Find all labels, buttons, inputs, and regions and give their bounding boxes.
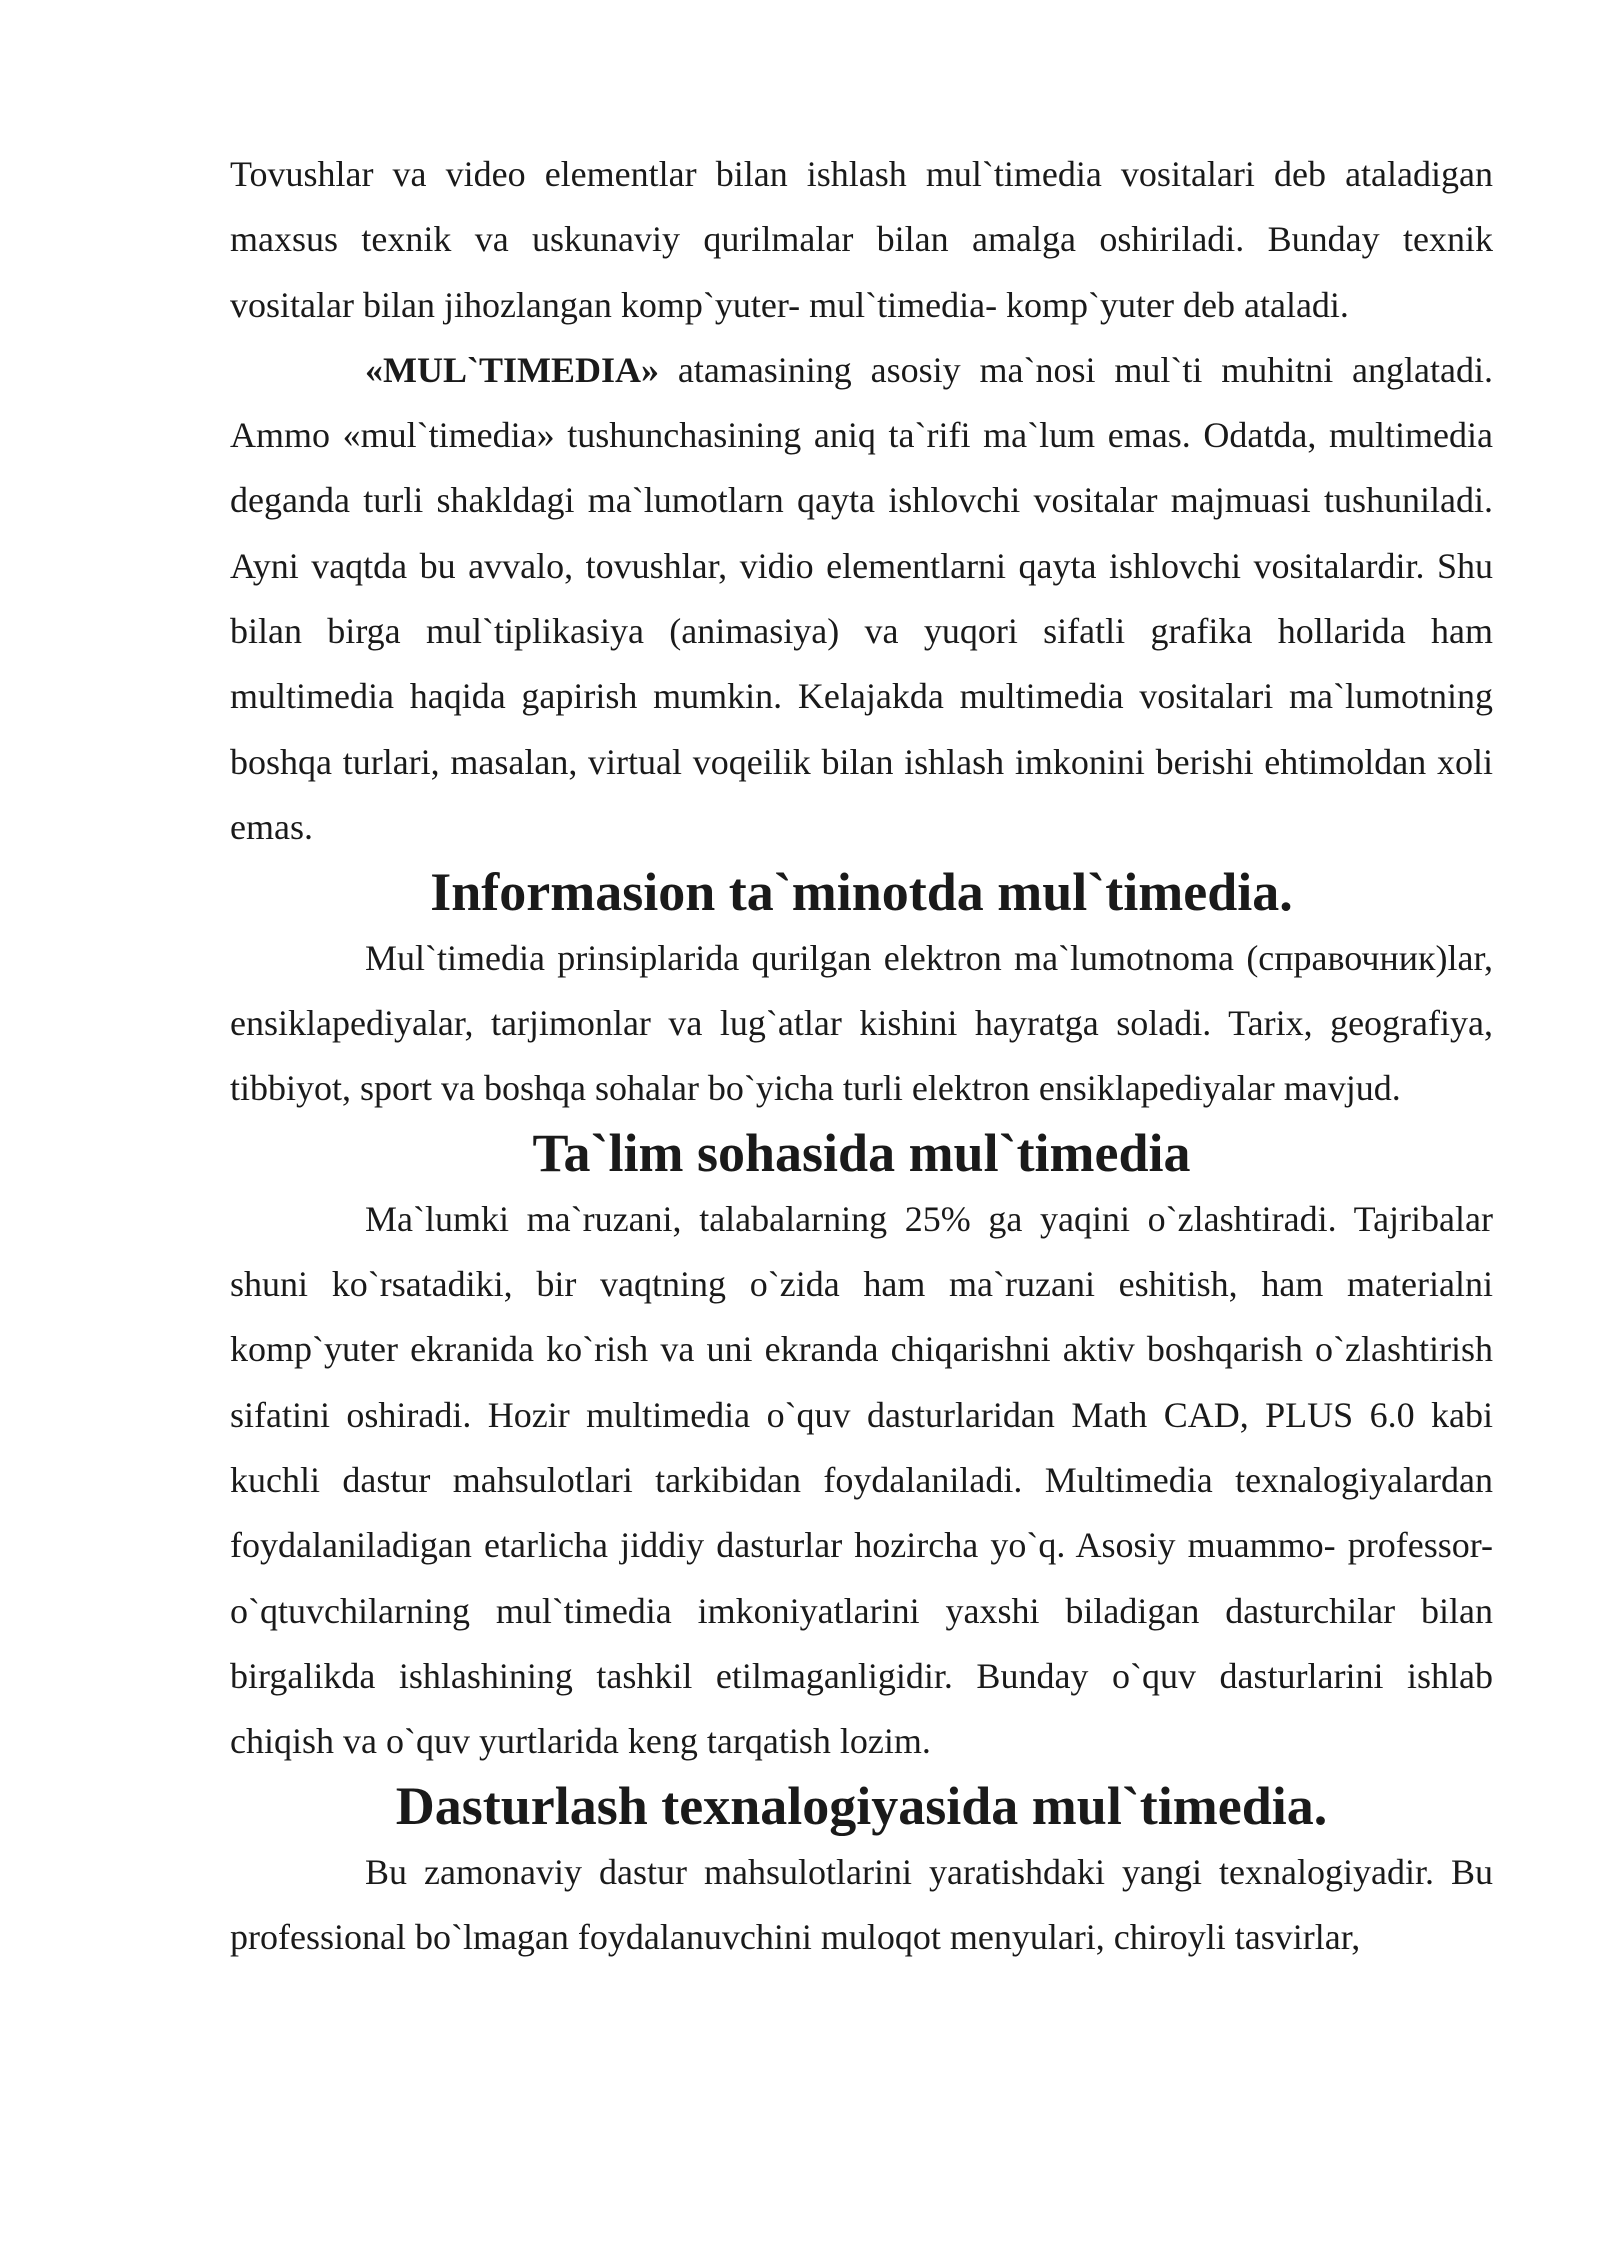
paragraph-multimedia-definition (230, 338, 1493, 860)
paragraph-information: Mul`timedia prinsiplarida qurilgan elektron ma`lumotnoma (справочник)lar, ensiklapediyalar, tarjimonlar va lug`atlar kishini hayratga soladi. Tarix, geografiya, tibbiyot, sport va boshqa sohalar bo`yicha turli elektron ensiklapediyalar mavjud. (230, 937, 1493, 1109)
paragraph-intro: Tovushlar va video elementlar bilan ishlash mul`timedia vositalari deb ataladigan maxsus texnik va uskunaviy qurilmalar bilan amalga oshiriladi. Bunday texnik vositalar bilan jihozlangan komp`yuter- mul`timedia- komp`yuter deb ataladi. (230, 154, 1493, 325)
document-page (230, 142, 1493, 1970)
section-heading-information: Informasion ta`minotda mul`timedia. (430, 862, 1293, 923)
paragraph-education: Ma`lumki ma`ruzani, talabalarning 25% ga yaqini o`zlashtiradi. Tajribalar shuni ko`rsatadiki, bir vaqtning o`zida ham ma`ruzani eshitish, ham materialni komp`yuter ekranida ko`rish va uni ekranda chiqarishni aktiv boshqarish o`zlashtirish sifatini oshiradi. Hozir multimedia o`quv dasturlaridan Math CAD, PLUS 6.0 kabi kuchli dastur mahsulotlari tarkibidan foydalaniladi. Multimedia texnalogiyalardan foydalaniladigan etarlicha jiddiy dasturlar hozircha yo`q. Asosiy muammo- professor- o`qtuvchilarning mul`timedia imkoniyatlarini yaxshi biladigan dasturchilar bilan birgalikda ishlashining tashkil etilmaganligidir. Bunday o`quv dasturlarini ishlab chiqish va o`quv yurtlarida keng tarqatish lozim. (230, 1198, 1493, 1762)
paragraph-multimedia-definition-text: atamasining asosiy ma`nosi mul`ti muhitni anglatadi. Ammo «mul`timedia» tushunchasining aniq ta`rifi ma`lum emas. Odatda, multimedia deganda turli shakldagi ma`lumotlarn qayta ishlovchi vositalar majmuasi tushuniladi. Ayni vaqtda bu avvalo, tovushlar, vidio elementlarni qayta ishlovchi vositalardir. Shu bilan birga mul`tiplikasiya (animasiya) va yuqori sifatli grafika hollarida ham multimedia haqida gapirish mumkin. Kelajakda multimedia vositalari ma`lumotning boshqa turlari, masalan, virtual voqeilik bilan ishlash imkonini berishi ehtimoldan xoli emas. (230, 349, 1493, 847)
paragraph-programming: Bu zamonaviy dastur mahsulotlarini yaratishdaki yangi texnalogiyadir. Bu professional bo`lmagan foydalanuvchini muloqot menyulari, chiroyli tasvirlar, (230, 1851, 1493, 1958)
term-multimedia: «MUL`TIMEDIA» (365, 349, 659, 390)
section-heading-programming: Dasturlash texnalogiyasida mul`timedia. (395, 1776, 1328, 1837)
section-heading-education: Ta`lim sohasida mul`timedia (532, 1123, 1191, 1184)
